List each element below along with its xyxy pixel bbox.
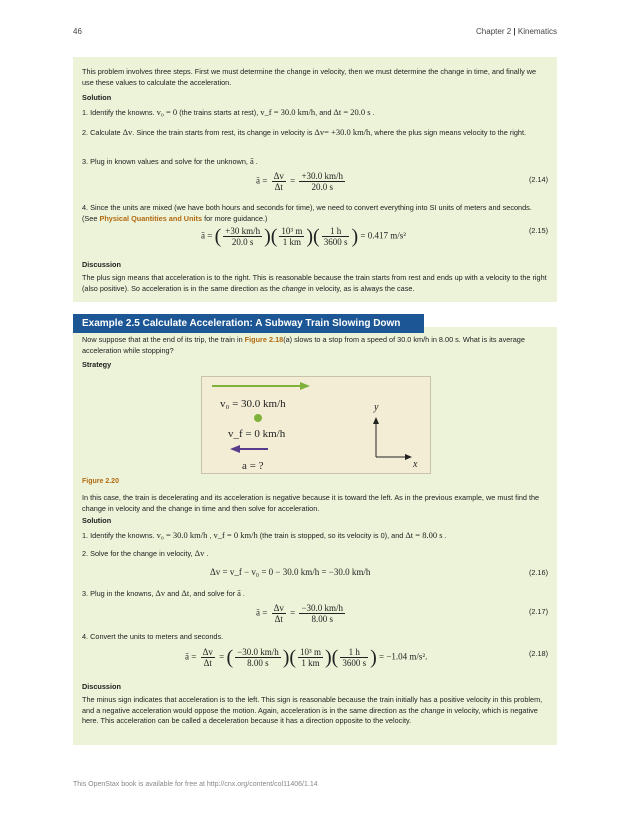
page-number: 46 <box>73 27 82 36</box>
example-2-5-box <box>73 318 557 745</box>
x-label: x <box>413 459 418 470</box>
equation-2-17: ā = $\frac{\Delta v}{\Delta t}$ = $\frac{-30.0 km/h}{8.00 s}$ <box>256 603 344 624</box>
step-2: 2. Calculate Δv. Since the train starts from rest, its change in velocity is Δv= +30.0 km/h, where the plus sign means velocity to the right. <box>82 127 527 137</box>
discussion-paragraph-2: The minus sign indicates that acceleration is to the left. This sign is reasonable because the train initially has a positive velocity in this problem, and a negative acceleration would oppose the motion. Again, acceleration is in the same direction as the change in velocity, which is negative here. This acceleration can be called a deceleration because it has a direction opposite to the velocity. <box>82 695 543 725</box>
discussion-heading: Discussion <box>82 260 121 269</box>
physical-quantities-link[interactable]: Physical Quantities and Units <box>99 213 203 223</box>
solution-step-3: 3. Plug in the knowns, Δv and Δt, and solve for ā . <box>82 588 245 598</box>
solution-heading-2: Solution <box>82 516 112 525</box>
equation-number-2-18: (2.18) <box>528 649 548 658</box>
step-4: 4. Since the units are mixed (we have both hours and seconds for time), we need to convert everything into SI units of meters and seconds. (See Physical Quantities and Units for more guidance.) <box>82 203 532 223</box>
equation-2-16: Δv = v_f − v₀ = 0 − 30.0 km/h = −30.0 km/h <box>210 567 371 577</box>
equation-2-18: ā = $\frac{\Delta v}{\Delta t}$ = ( $\frac{-30.0 km/h}{8.00 s}$ )( $\frac{\text{10³ m}}{1 km}$ )( $\frac{1 h}{3600 s}$ ) = −1.04 m/s². <box>185 646 428 669</box>
step-3: 3. Plug in known values and solve for the unknown, ā . <box>82 156 258 166</box>
discussion-heading-2: Discussion <box>82 682 121 691</box>
equation-number-2-14: (2.14) <box>528 175 548 184</box>
strategy-heading: Strategy <box>82 360 112 369</box>
discussion-paragraph: The plus sign means that acceleration is to the right. This is reasonable because the train starts from rest and ends up with a velocity to the right (also positive). So acceleration is in the same direction as the change in velocity, as is always the case. <box>82 273 547 293</box>
strategy-paragraph: In this case, the train is decelerating and its acceleration is negative because it is toward the left. As in the previous example, we must find the change in velocity and the change in time and then solve for acceleration. <box>82 493 540 513</box>
section-label: Kinematics <box>517 27 557 36</box>
final-velocity-dot-icon <box>254 414 262 422</box>
y-arrowhead-icon <box>373 417 379 424</box>
equation-number-2-16: (2.16) <box>528 568 548 577</box>
solution-step-4: 4. Convert the units to meters and seconds. <box>82 632 224 641</box>
example-intro: Now suppose that at the end of its trip, the train in Figure 2.18(a) slows to a stop from a speed of 30.0 km/h in 8.00 s. What is its average acceleration while stopping? <box>82 335 525 355</box>
equation-2-14: ā = $\frac{\Delta v}{\Delta t}$ = $\frac{+30.0 km/h}{20.0 s}$ <box>256 171 344 192</box>
equation-number-2-17: (2.17) <box>528 607 548 616</box>
chapter-header: Chapter 2 | Kinematics <box>476 27 557 36</box>
example-title: Example 2.5 Calculate Acceleration: A Subway Train Slowing Down <box>73 314 424 333</box>
velocity-arrowhead-icon <box>300 382 310 390</box>
a-label: a = ? <box>242 460 264 472</box>
acceleration-arrowhead-icon <box>230 445 240 453</box>
y-label: y <box>374 402 379 413</box>
step-1: 1. Identify the knowns. v₀ = 0 (the trains starts at rest), v_f = 30.0 km/h, and Δt = 20.0 s . <box>82 107 375 117</box>
x-arrowhead-icon <box>405 454 412 460</box>
figure-caption: Figure 2.20 <box>82 478 119 485</box>
figure-2-18-link[interactable]: Figure 2.18 <box>244 335 284 344</box>
figure-2-20 <box>201 376 431 474</box>
solution-heading: Solution <box>82 93 112 102</box>
vf-label: v_f = 0 km/h <box>228 428 286 440</box>
equation-2-15: ā = ( $\frac{+30 km/h}{20.0 s}$ )( $\frac{\text{10³ m}}{1 km}$ )( $\frac{1 h}{3600 s}$ ) = 0.417 m/s² <box>201 225 406 248</box>
intro-paragraph: This problem involves three steps. First we must determine the change in velocity, then we must determine the change in time, and finally we use these values to calculate the acceleration. <box>82 67 537 87</box>
v0-label: v₀ = 30.0 km/h <box>220 398 286 410</box>
footer: This OpenStax book is available for free at http://cnx.org/content/col11406/1.14 <box>73 781 318 788</box>
solution-step-1: 1. Identify the knowns. v₀ = 30.0 km/h , v_f = 0 km/h (the train is stopped, so its velocity is 0), and Δt = 8.00 s . <box>82 530 447 540</box>
chapter-label: Chapter 2 <box>476 27 512 36</box>
equation-number-2-15: (2.15) <box>528 226 548 235</box>
figure-svg <box>202 377 430 473</box>
solution-step-2: 2. Solve for the change in velocity, Δv . <box>82 548 209 558</box>
example-2-4-continued-box <box>73 57 557 302</box>
